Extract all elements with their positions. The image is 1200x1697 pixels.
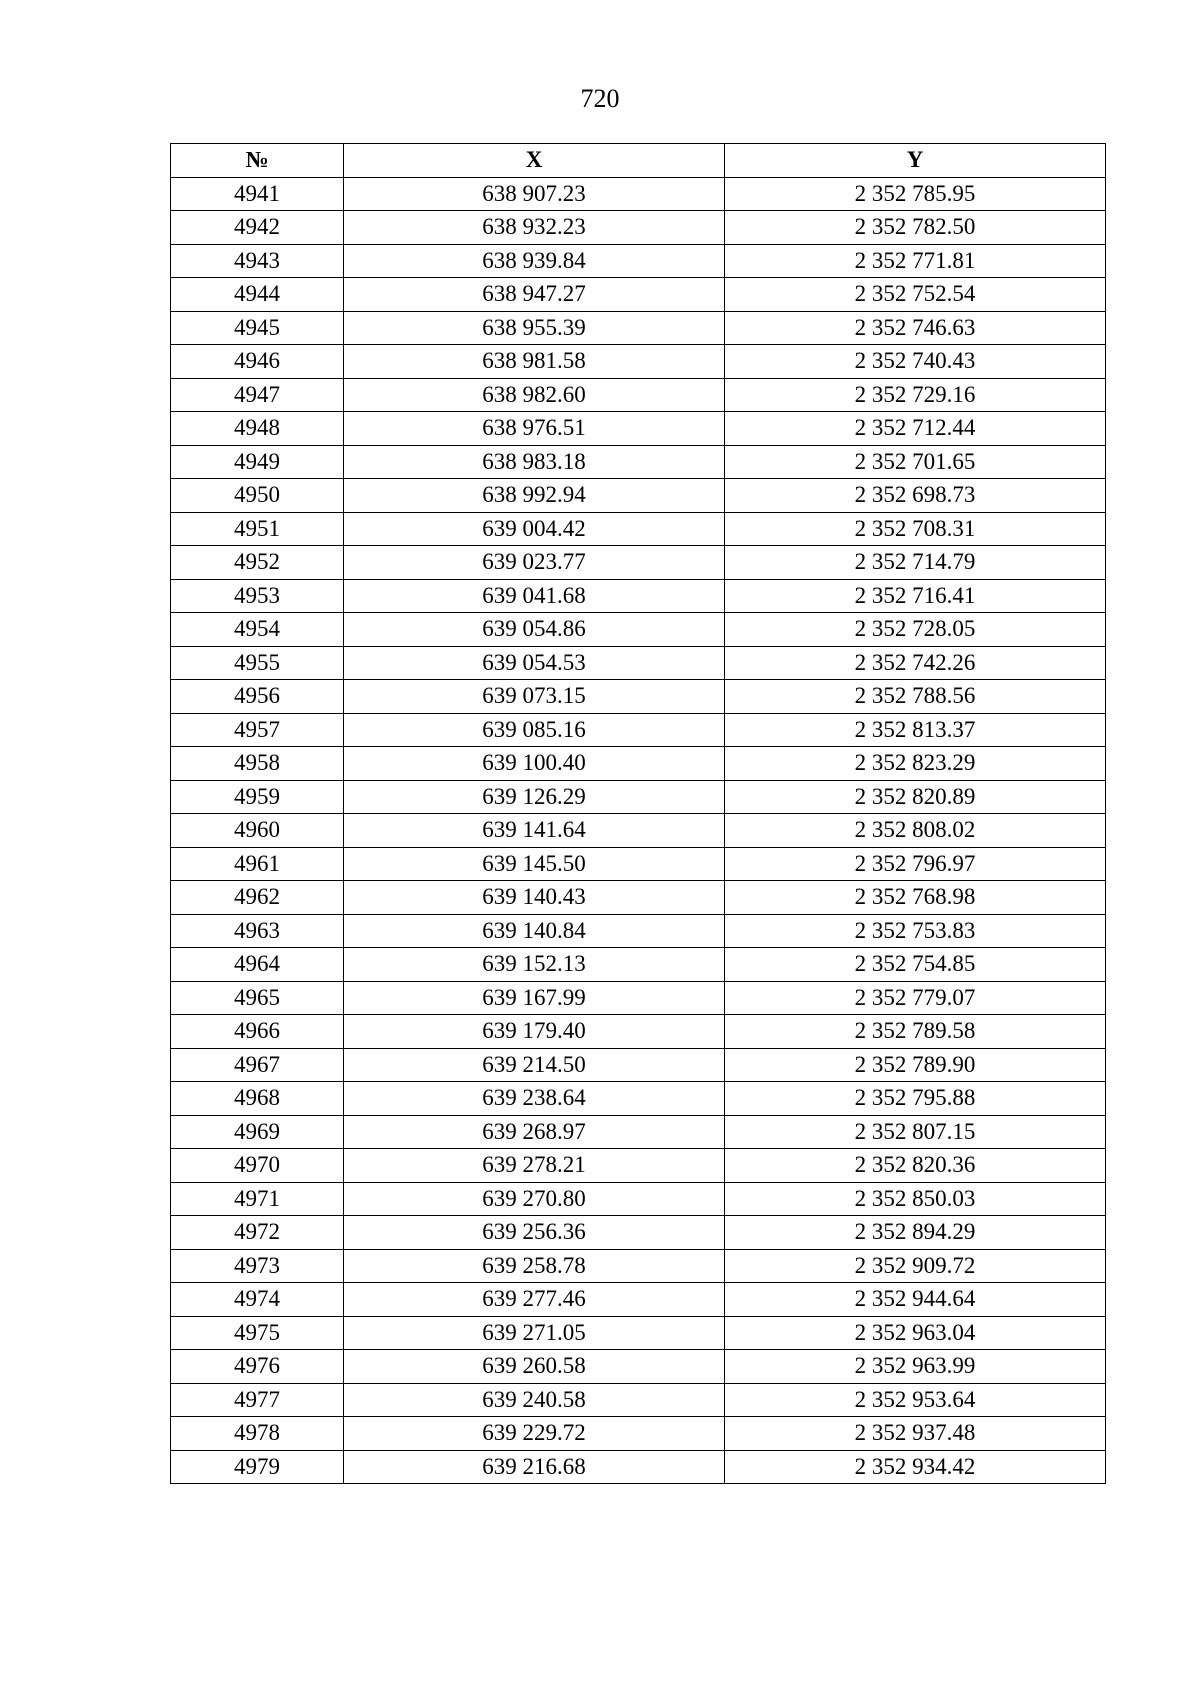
x-coordinate-cell: 638 982.60 bbox=[344, 378, 725, 412]
y-coordinate-cell: 2 352 813.37 bbox=[725, 713, 1106, 747]
table-row bbox=[171, 244, 1106, 278]
y-coordinate-cell: 2 352 782.50 bbox=[725, 211, 1106, 245]
x-coordinate-cell: 638 981.58 bbox=[344, 345, 725, 379]
x-coordinate-cell: 639 085.16 bbox=[344, 713, 725, 747]
y-coordinate-cell: 2 352 712.44 bbox=[725, 412, 1106, 446]
row-number-cell: 4961 bbox=[171, 847, 344, 881]
row-number-cell: 4969 bbox=[171, 1115, 344, 1149]
row-number-cell: 4958 bbox=[171, 747, 344, 781]
row-number-cell: 4977 bbox=[171, 1383, 344, 1417]
y-coordinate-cell: 2 352 754.85 bbox=[725, 948, 1106, 982]
y-coordinate-cell: 2 352 820.89 bbox=[725, 780, 1106, 814]
y-coordinate-cell: 2 352 789.90 bbox=[725, 1048, 1106, 1082]
header-y: Y bbox=[725, 144, 1106, 178]
x-coordinate-cell: 638 939.84 bbox=[344, 244, 725, 278]
table-row bbox=[171, 1048, 1106, 1082]
y-coordinate-cell: 2 352 729.16 bbox=[725, 378, 1106, 412]
row-number-cell: 4952 bbox=[171, 546, 344, 580]
x-coordinate-cell: 639 140.43 bbox=[344, 881, 725, 915]
y-coordinate-cell: 2 352 768.98 bbox=[725, 881, 1106, 915]
x-coordinate-cell: 639 277.46 bbox=[344, 1283, 725, 1317]
y-coordinate-cell: 2 352 752.54 bbox=[725, 278, 1106, 312]
x-coordinate-cell: 639 278.21 bbox=[344, 1149, 725, 1183]
y-coordinate-cell: 2 352 796.97 bbox=[725, 847, 1106, 881]
x-coordinate-cell: 639 141.64 bbox=[344, 814, 725, 848]
row-number-cell: 4970 bbox=[171, 1149, 344, 1183]
y-coordinate-cell: 2 352 909.72 bbox=[725, 1249, 1106, 1283]
table-row bbox=[171, 847, 1106, 881]
x-coordinate-cell: 639 145.50 bbox=[344, 847, 725, 881]
y-coordinate-cell: 2 352 823.29 bbox=[725, 747, 1106, 781]
row-number-cell: 4966 bbox=[171, 1015, 344, 1049]
x-coordinate-cell: 639 167.99 bbox=[344, 981, 725, 1015]
y-coordinate-cell: 2 352 742.26 bbox=[725, 646, 1106, 680]
x-coordinate-cell: 639 229.72 bbox=[344, 1417, 725, 1451]
y-coordinate-cell: 2 352 894.29 bbox=[725, 1216, 1106, 1250]
row-number-cell: 4962 bbox=[171, 881, 344, 915]
table-row bbox=[171, 646, 1106, 680]
table-row bbox=[171, 278, 1106, 312]
page-number: 720 bbox=[580, 84, 620, 113]
y-coordinate-cell: 2 352 746.63 bbox=[725, 311, 1106, 345]
table-row bbox=[171, 881, 1106, 915]
table-row bbox=[171, 780, 1106, 814]
table-row bbox=[171, 1182, 1106, 1216]
table-row bbox=[171, 445, 1106, 479]
table-row bbox=[171, 211, 1106, 245]
y-coordinate-cell: 2 352 850.03 bbox=[725, 1182, 1106, 1216]
x-coordinate-cell: 639 126.29 bbox=[344, 780, 725, 814]
x-coordinate-cell: 638 955.39 bbox=[344, 311, 725, 345]
table-row bbox=[171, 378, 1106, 412]
table-row bbox=[171, 914, 1106, 948]
table-row bbox=[171, 1249, 1106, 1283]
row-number-cell: 4950 bbox=[171, 479, 344, 513]
table-row bbox=[171, 680, 1106, 714]
row-number-cell: 4956 bbox=[171, 680, 344, 714]
y-coordinate-cell: 2 352 753.83 bbox=[725, 914, 1106, 948]
y-coordinate-cell: 2 352 944.64 bbox=[725, 1283, 1106, 1317]
table-row bbox=[171, 1216, 1106, 1250]
x-coordinate-cell: 639 073.15 bbox=[344, 680, 725, 714]
x-coordinate-cell: 638 932.23 bbox=[344, 211, 725, 245]
x-coordinate-cell: 639 179.40 bbox=[344, 1015, 725, 1049]
row-number-cell: 4965 bbox=[171, 981, 344, 1015]
x-coordinate-cell: 638 907.23 bbox=[344, 177, 725, 211]
x-coordinate-cell: 639 271.05 bbox=[344, 1316, 725, 1350]
row-number-cell: 4973 bbox=[171, 1249, 344, 1283]
row-number-cell: 4974 bbox=[171, 1283, 344, 1317]
row-number-cell: 4978 bbox=[171, 1417, 344, 1451]
y-coordinate-cell: 2 352 714.79 bbox=[725, 546, 1106, 580]
x-coordinate-cell: 639 258.78 bbox=[344, 1249, 725, 1283]
row-number-cell: 4960 bbox=[171, 814, 344, 848]
y-coordinate-cell: 2 352 771.81 bbox=[725, 244, 1106, 278]
x-coordinate-cell: 639 054.53 bbox=[344, 646, 725, 680]
x-coordinate-cell: 639 270.80 bbox=[344, 1182, 725, 1216]
table-row bbox=[171, 981, 1106, 1015]
table-row bbox=[171, 713, 1106, 747]
row-number-cell: 4955 bbox=[171, 646, 344, 680]
y-coordinate-cell: 2 352 820.36 bbox=[725, 1149, 1106, 1183]
row-number-cell: 4972 bbox=[171, 1216, 344, 1250]
row-number-cell: 4943 bbox=[171, 244, 344, 278]
y-coordinate-cell: 2 352 779.07 bbox=[725, 981, 1106, 1015]
x-coordinate-cell: 639 268.97 bbox=[344, 1115, 725, 1149]
row-number-cell: 4941 bbox=[171, 177, 344, 211]
row-number-cell: 4942 bbox=[171, 211, 344, 245]
x-coordinate-cell: 639 256.36 bbox=[344, 1216, 725, 1250]
y-coordinate-cell: 2 352 934.42 bbox=[725, 1450, 1106, 1484]
table-row bbox=[171, 1383, 1106, 1417]
table-row bbox=[171, 345, 1106, 379]
table-row bbox=[171, 479, 1106, 513]
y-coordinate-cell: 2 352 788.56 bbox=[725, 680, 1106, 714]
row-number-cell: 4959 bbox=[171, 780, 344, 814]
row-number-cell: 4953 bbox=[171, 579, 344, 613]
table-row bbox=[171, 546, 1106, 580]
table-header bbox=[171, 144, 1106, 178]
y-coordinate-cell: 2 352 795.88 bbox=[725, 1082, 1106, 1116]
x-coordinate-cell: 638 992.94 bbox=[344, 479, 725, 513]
table-row bbox=[171, 412, 1106, 446]
y-coordinate-cell: 2 352 728.05 bbox=[725, 613, 1106, 647]
row-number-cell: 4944 bbox=[171, 278, 344, 312]
table-row bbox=[171, 1149, 1106, 1183]
x-coordinate-cell: 639 100.40 bbox=[344, 747, 725, 781]
y-coordinate-cell: 2 352 789.58 bbox=[725, 1015, 1106, 1049]
row-number-cell: 4976 bbox=[171, 1350, 344, 1384]
table-row bbox=[171, 1417, 1106, 1451]
table-row bbox=[171, 613, 1106, 647]
row-number-cell: 4948 bbox=[171, 412, 344, 446]
row-number-cell: 4954 bbox=[171, 613, 344, 647]
x-coordinate-cell: 639 140.84 bbox=[344, 914, 725, 948]
row-number-cell: 4975 bbox=[171, 1316, 344, 1350]
table-row bbox=[171, 512, 1106, 546]
row-number-cell: 4963 bbox=[171, 914, 344, 948]
table-row bbox=[171, 948, 1106, 982]
row-number-cell: 4951 bbox=[171, 512, 344, 546]
table-row bbox=[171, 579, 1106, 613]
y-coordinate-cell: 2 352 701.65 bbox=[725, 445, 1106, 479]
y-coordinate-cell: 2 352 963.99 bbox=[725, 1350, 1106, 1384]
row-number-cell: 4968 bbox=[171, 1082, 344, 1116]
table-row bbox=[171, 747, 1106, 781]
coordinates-table bbox=[170, 143, 1106, 1484]
table-row bbox=[171, 1015, 1106, 1049]
y-coordinate-cell: 2 352 708.31 bbox=[725, 512, 1106, 546]
x-coordinate-cell: 638 976.51 bbox=[344, 412, 725, 446]
y-coordinate-cell: 2 352 808.02 bbox=[725, 814, 1106, 848]
y-coordinate-cell: 2 352 785.95 bbox=[725, 177, 1106, 211]
table-row bbox=[171, 814, 1106, 848]
x-coordinate-cell: 639 054.86 bbox=[344, 613, 725, 647]
x-coordinate-cell: 639 004.42 bbox=[344, 512, 725, 546]
row-number-cell: 4964 bbox=[171, 948, 344, 982]
x-coordinate-cell: 638 947.27 bbox=[344, 278, 725, 312]
row-number-cell: 4979 bbox=[171, 1450, 344, 1484]
x-coordinate-cell: 639 214.50 bbox=[344, 1048, 725, 1082]
header-x: X bbox=[344, 144, 725, 178]
row-number-cell: 4946 bbox=[171, 345, 344, 379]
table-row bbox=[171, 1350, 1106, 1384]
table-row bbox=[171, 177, 1106, 211]
y-coordinate-cell: 2 352 740.43 bbox=[725, 345, 1106, 379]
x-coordinate-cell: 639 023.77 bbox=[344, 546, 725, 580]
x-coordinate-cell: 639 152.13 bbox=[344, 948, 725, 982]
table-row bbox=[171, 1283, 1106, 1317]
row-number-cell: 4947 bbox=[171, 378, 344, 412]
x-coordinate-cell: 639 240.58 bbox=[344, 1383, 725, 1417]
row-number-cell: 4971 bbox=[171, 1182, 344, 1216]
row-number-cell: 4949 bbox=[171, 445, 344, 479]
row-number-cell: 4967 bbox=[171, 1048, 344, 1082]
table-row bbox=[171, 1316, 1106, 1350]
table-row bbox=[171, 1115, 1106, 1149]
row-number-cell: 4957 bbox=[171, 713, 344, 747]
y-coordinate-cell: 2 352 937.48 bbox=[725, 1417, 1106, 1451]
y-coordinate-cell: 2 352 698.73 bbox=[725, 479, 1106, 513]
y-coordinate-cell: 2 352 963.04 bbox=[725, 1316, 1106, 1350]
x-coordinate-cell: 639 260.58 bbox=[344, 1350, 725, 1384]
x-coordinate-cell: 639 041.68 bbox=[344, 579, 725, 613]
x-coordinate-cell: 638 983.18 bbox=[344, 445, 725, 479]
table-row bbox=[171, 1450, 1106, 1484]
table-row bbox=[171, 311, 1106, 345]
header-number: № bbox=[171, 144, 344, 178]
table-row bbox=[171, 1082, 1106, 1116]
table-body bbox=[171, 177, 1106, 1484]
row-number-cell: 4945 bbox=[171, 311, 344, 345]
x-coordinate-cell: 639 216.68 bbox=[344, 1450, 725, 1484]
y-coordinate-cell: 2 352 953.64 bbox=[725, 1383, 1106, 1417]
header-row bbox=[171, 144, 1106, 178]
y-coordinate-cell: 2 352 716.41 bbox=[725, 579, 1106, 613]
x-coordinate-cell: 639 238.64 bbox=[344, 1082, 725, 1116]
y-coordinate-cell: 2 352 807.15 bbox=[725, 1115, 1106, 1149]
